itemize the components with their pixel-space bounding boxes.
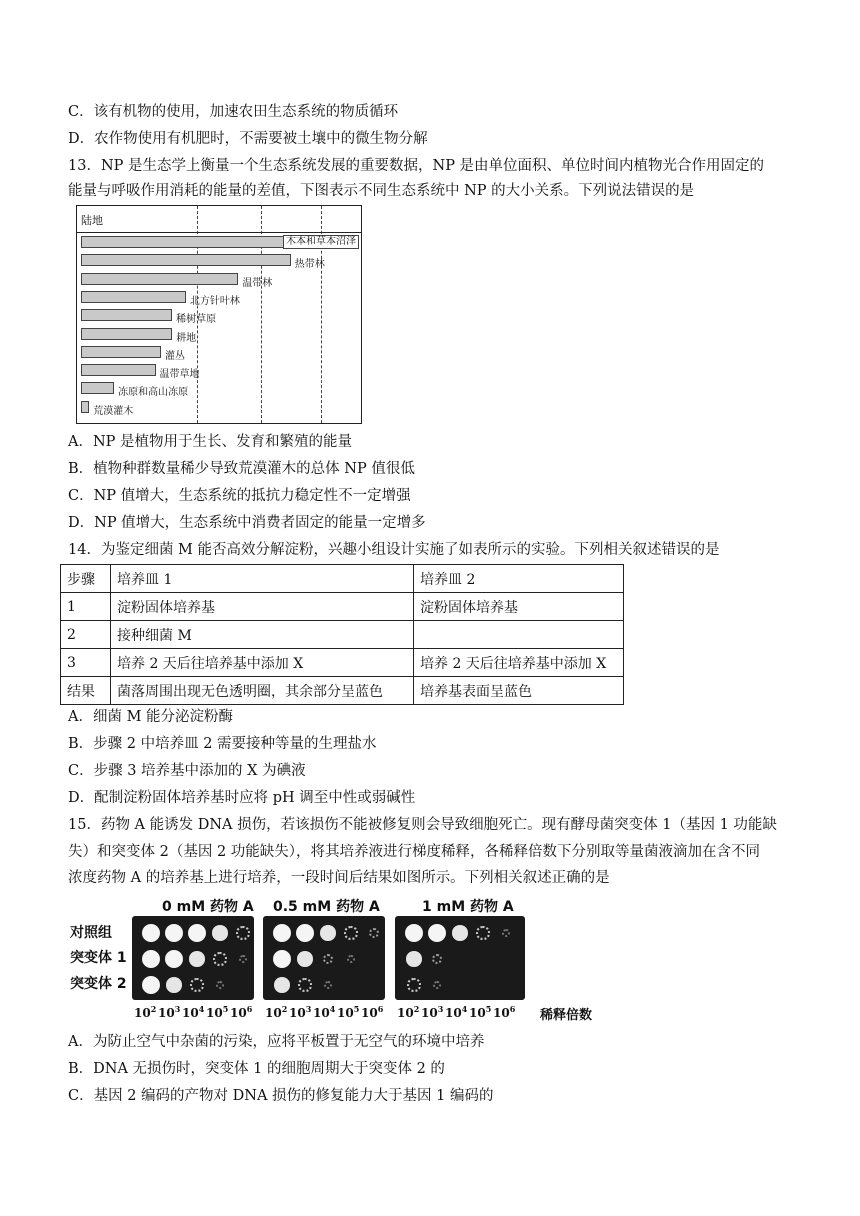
table-cell: 1 [61,593,111,621]
colony-spot [212,925,228,941]
question-13-option-d: D．NP 值增大，生态系统中消费者固定的能量一定增多 [68,515,426,531]
plate-0-5mM [263,916,385,1000]
colony-spot [213,952,226,965]
chart-header-divider [77,232,361,233]
colony-spot [142,950,160,968]
colony-spot [274,977,290,993]
question-13-option-b: B．植物种群数量稀少导致荒漠灌木的总体 NP 值很低 [68,461,415,477]
dilution-tick-label: $10^3$ [421,1004,444,1020]
table-row [61,621,624,649]
row-label-control: 对照组 [70,925,112,941]
np-bar-label: 热带林 [294,259,325,271]
colony-spot [273,924,291,942]
colony-spot [406,951,422,967]
colony-spot [320,925,336,941]
np-bar [81,346,161,358]
colony-spot [428,924,446,942]
table-cell: 淀粉固体培养基 [111,593,414,621]
colony-spot [216,981,224,989]
plate-title: 1 mM 药物 A [422,899,514,915]
np-bar [81,364,156,376]
colony-spot [369,928,380,939]
colony-spot [432,954,443,965]
colony-spot [142,976,160,994]
colony-spot [165,924,183,942]
np-bar-label: 北方针叶林 [189,295,240,307]
dilution-tick-label: $10^5$ [206,1004,229,1020]
np-bar-label: 温带草地 [159,369,200,381]
question-15-option-b: B．DNA 无损伤时，突变体 1 的细胞周期大于突变体 2 的 [68,1061,445,1077]
colony-spot [189,951,205,967]
dilution-tick-label: $10^2$ [265,1004,288,1020]
dilution-tick-label: $10^4$ [182,1004,205,1020]
np-bar [81,273,238,285]
question-15-stem-2: 失）和突变体 2（基因 2 功能缺失），将其培养液进行梯度稀释，各稀释倍数下分别取等量菌液滴加在含不同 [68,844,761,860]
colony-spot [347,955,355,963]
row-label-mutant-1: 突变体 1 [70,950,127,966]
colony-spot [165,950,183,968]
table-cell: 接种细菌 M [111,621,414,649]
colony-spot [188,924,206,942]
colony-spot [476,926,489,939]
table-row [61,649,624,677]
colony-spot [344,926,357,939]
experiment-table [60,564,624,705]
np-bar-label: 灌丛 [165,350,186,362]
table-header-cell: 培养皿 2 [414,565,624,593]
colony-spot [296,924,314,942]
yeast-spot-assay-figure [70,896,593,1026]
question-13-stem-1: 13．NP 是生态学上衡量一个生态系统发展的重要数据，NP 是由单位面积、单位时间内植物光合作用固定的 [68,158,765,174]
plate-title: 0.5 mM 药物 A [273,899,380,915]
table-cell: 培养 2 天后往培养基中添加 X [111,649,414,677]
option-d-prev: D．农作物使用有机肥时，不需要被土壤中的微生物分解 [68,131,428,147]
table-cell [414,621,624,649]
table-cell: 菌落周围出现无色透明圈，其余部分呈蓝色 [111,677,414,705]
colony-spot [502,929,510,937]
question-15-option-a: A．为防止空气中杂菌的污染，应将平板置于无空气的环境中培养 [68,1034,485,1050]
dilution-tick-label: $10^3$ [289,1004,312,1020]
table-header-row [61,565,624,593]
row-label-mutant-2: 突变体 2 [70,976,127,992]
colony-spot [405,924,423,942]
np-bar-label: 木本和草本沼泽 [283,235,359,249]
plate-title: 0 mM 药物 A [162,899,254,915]
np-bar-label: 稀树草原 [176,314,217,326]
dilution-tick-label: $10^4$ [445,1004,468,1020]
table-cell: 2 [61,621,111,649]
colony-spot [273,950,291,968]
question-13-option-c: C．NP 值增大，生态系统的抵抗力稳定性不一定增强 [68,488,411,504]
np-bar-label: 荒漠灌木 [93,405,134,417]
colony-spot [324,981,332,989]
dilution-tick-label: $10^4$ [313,1004,336,1020]
colony-spot [190,978,203,991]
np-bar [81,291,186,303]
dilution-tick-label: $10^6$ [493,1004,516,1020]
np-bar [81,254,291,266]
table-cell: 淀粉固体培养基 [414,593,624,621]
colony-spot [239,955,247,963]
option-c-prev: C．该有机物的使用，加速农田生态系统的物质循环 [68,104,399,120]
colony-spot [452,925,468,941]
colony-spot [323,954,334,965]
dilution-tick-label: $10^2$ [134,1004,157,1020]
question-13-stem-2: 能量与呼吸作用消耗的能量的差值，下图表示不同生态系统中 NP 的大小关系。下列说法错误的是 [68,183,695,199]
table-row [61,593,624,621]
chart-header: 陆地 [81,214,103,227]
dilution-tick-label: $10^2$ [397,1004,420,1020]
np-bar-label: 温带林 [242,277,273,289]
question-13-option-a: A．NP 是植物用于生长、发育和繁殖的能量 [68,434,353,450]
table-cell: 培养 2 天后往培养基中添加 X [414,649,624,677]
question-14-option-d: D．配制淀粉固体培养基时应将 pH 调至中性或弱碱性 [68,790,416,806]
colony-spot [433,981,441,989]
dilution-tick-label: $10^6$ [361,1004,384,1020]
plate-1mM [395,916,525,1000]
np-bar-label: 耕地 [176,332,197,344]
colony-spot [166,977,182,993]
table-cell: 培养基表面呈蓝色 [414,677,624,705]
dilution-tick-label: $10^5$ [337,1004,360,1020]
np-bar [81,309,172,321]
dilution-tick-label: $10^5$ [469,1004,492,1020]
np-bar-label: 冻原和高山冻原 [118,387,189,399]
table-cell: 3 [61,649,111,677]
question-14-option-a: A．细菌 M 能分泌淀粉酶 [68,709,234,725]
dilution-tick-label: $10^6$ [230,1004,253,1020]
table-row [61,677,624,705]
question-15-stem-3: 浓度药物 A 的培养基上进行培养，一段时间后结果如图所示。下列相关叙述正确的是 [68,870,610,886]
question-14-stem: 14．为鉴定细菌 M 能否高效分解淀粉，兴趣小组设计实施了如表所示的实验。下列相关叙述错误的是 [68,542,720,558]
colony-spot [236,926,249,939]
np-bar [81,382,114,394]
np-bar [81,328,172,340]
colony-spot [298,978,311,991]
np-bar-chart [76,205,362,424]
question-14-option-b: B．步骤 2 中培养皿 2 需要接种等量的生理盐水 [68,736,377,752]
colony-spot [297,951,313,967]
table-header-cell: 步骤 [61,565,111,593]
table-cell: 结果 [61,677,111,705]
question-15-option-c: C．基因 2 编码的产物对 DNA 损伤的修复能力大于基因 1 编码的 [68,1088,494,1104]
plate-0mM [132,916,254,1000]
colony-spot [407,978,420,991]
colony-spot [142,924,160,942]
np-bar [81,401,89,413]
dilution-tick-label: $10^3$ [158,1004,181,1020]
question-14-option-c: C．步骤 3 培养基中添加的 X 为碘液 [68,763,306,779]
dilution-factor-label: 稀释倍数 [540,1008,593,1023]
question-15-stem-1: 15．药物 A 能诱发 DNA 损伤，若该损伤不能被修复则会导致细胞死亡。现有酵母菌突变体 1（基因 1 功能缺 [68,817,777,833]
table-header-cell: 培养皿 1 [111,565,414,593]
